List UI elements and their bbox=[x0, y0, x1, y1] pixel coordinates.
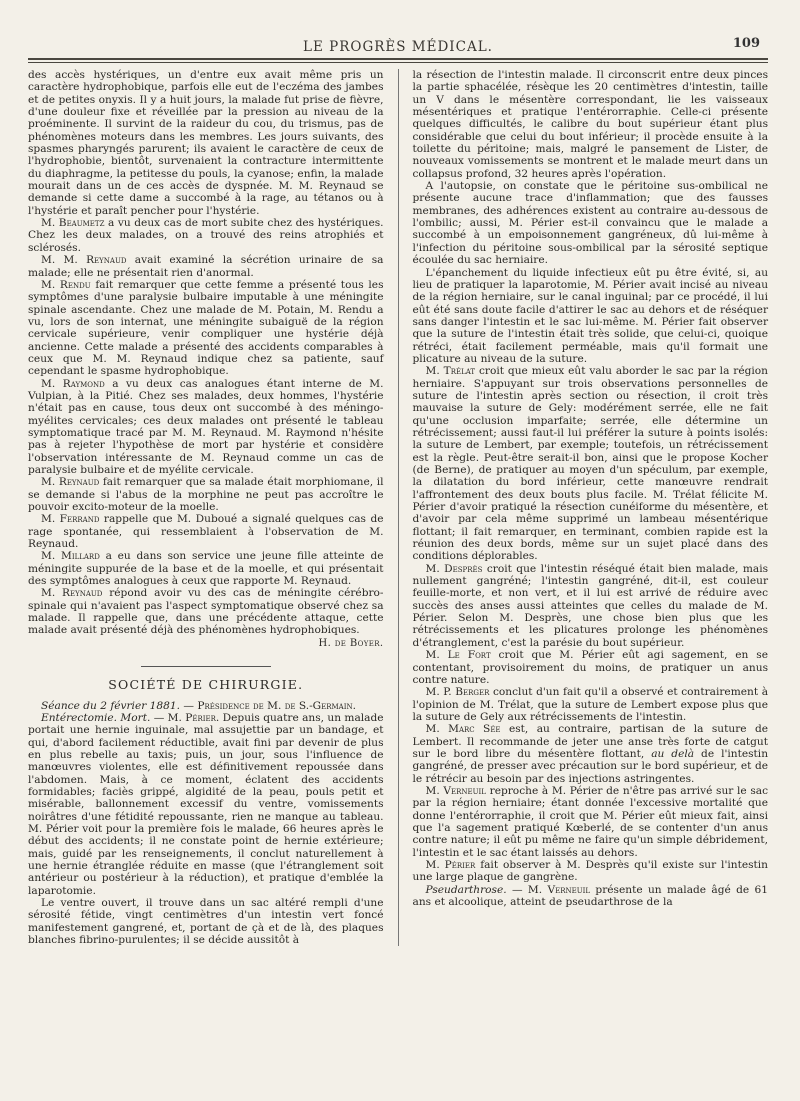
paragraph: M. Marc Sée est, au contraire, partisan de la suture de Lembert. Il recommande de jeter une anse très forte de catgut sur le bord libre du mésentère flottant, au delà de l'intestin gangréné, de presser avec précaution sur le bord supérieur, et de le rétrécir au besoin par des injections astringentes. bbox=[412, 723, 769, 785]
paragraph: M. Rendu fait remarquer que cette femme a présenté tous les symptômes d'une paralysie bulbaire imputable à une méningite spinale ascendante. Chez une malade de M. Potain, M. Rendu a vu, lors de son internat, une méningite subaiguë de la région cervicale supérieure, venir compliquer une hystérie déjà ancienne. Cette malade a présenté des accidents comparables à ceux que M. M. Reynaud indique chez sa patiente, sauf cependant le spasme hydrophobique. bbox=[28, 278, 384, 378]
paragraph: M. Verneuil reproche à M. Périer de n'être pas arrivé sur le sac par la région herniaire; étant donnée l'excessive mortalité que donne l'entérorraphie, il croit que M. Périer eût mieux fait, ainsi que l'a sagement pratiqué Kœberlé, de se contenter d'un anus contre nature; il eût pu même ne faire qu'un simple débridement, l'intestin et le sac étant laissés au dehors. bbox=[412, 784, 769, 859]
speaker-name: M. Beaumetz bbox=[41, 217, 105, 230]
speaker-name: M. Trélat bbox=[425, 365, 476, 378]
paragraph: A l'autopsie, on constate que le péritoine sus-ombilical ne présente aucune trace d'inflammation; que des fausses membranes, des adhérences existent au contraire au-dessous de l'ombilic; aussi, M. Périer est-il convaincu que le malade a succombé à un empoisonnement gangréneux, dû lui-même à l'infection du péritoine sous-ombilical par la sérosité septique écoulée du sac herniaire. bbox=[412, 180, 769, 267]
paragraph: Entérectomie. Mort. — M. Périer. Depuis quatre ans, un malade portait une hernie inguinale, mal assujettie par un bandage, et qui, d'abord facilement réductible, avait fini par devenir de plus en plus rebelle au taxis; puis, un jour, sous l'influence de manœuvres violentes, elle est définitivement repoussée dans l'abdomen. Mais, à ce moment, éclatent des accidents formidables; faciès grippé, algidité de la peau, pouls petit et misérable, ballonnement excessif du ventre, vomissements noirâtres d'une fétidité repoussante, rien ne manque au tableau. M. Périer voit pour la première fois le malade, 66 heures après le début des accidents; il ne constate point de hernie extérieure; mais, guidé par les renseignements, il conclut naturellement à une hernie étranglée réduite en masse (que l'étranglement soit antérieur ou postérieur à la réduction), et pratique d'emblée la laparotomie. bbox=[28, 711, 384, 897]
speaker-name: M. Reynaud bbox=[41, 476, 100, 489]
paragraph: des accès hystériques, un d'entre eux avait même pris un caractère hydrophobique, parfois elle eut de l'eczéma des jambes et de petites onyxis. Il y a huit jours, la malade fut prise de fièvre, d'une douleur fixe et réveillée par la pression au niveau de la proéminente. Il survint de la raideur du cou, du trismus, pas de phénomènes moteurs dans les membres. Les jours suivants, des spasmes pharyngés parurent; ils avaient le caractère de ceux de l'hydrophobie, bientôt, survenaient la contracture intermittente du diaphragme, la petitesse du pouls, la cyanose; enfin, la malade mourait dans un de ces accès de dyspnée. M. M. Reynaud se demande si cette dame a succombé à la rage, au tétanos ou à l'hystérie et paraît pencher pour l'hystérie. bbox=[28, 69, 384, 217]
paragraph: M. Reynaud répond avoir vu des cas de méningite cérébro-spinale qui n'avaient pas l'aspect symptomatique observé chez sa malade. Il rappelle que, dans une précédente attaque, cette malade avait présenté déjà des phénomènes hydrophobiques. bbox=[28, 587, 384, 637]
session-presidency: — Présidence de M. de S.-Germain. bbox=[179, 699, 356, 712]
paragraph: M. Beaumetz a vu deux cas de mort subite chez des hystériques. Chez les deux malades, on a trouvé des reins atrophiés et sclérosés. bbox=[28, 217, 384, 254]
speaker-name: M. Le Fort bbox=[425, 649, 491, 662]
session-line bbox=[28, 700, 384, 712]
author-signature: H. de Boyer. bbox=[318, 637, 384, 649]
speaker-name: M. M. Reynaud bbox=[41, 254, 127, 267]
paragraph: M. Desprès croit que l'intestin réséqué était bien malade, mais nullement gangréné; l'intestin gangréné, dit-il, est couleur feuille-morte, et non vert, et il lui est arrivé de réduire avec succès des anses aussi atteintes que celles du malade de M. Périer. Selon M. Desprès, une chose bien plus que les rétrécissements et les plicatures prolonge les phénomènes d'étranglement, c'est la parésie du bout supérieur. bbox=[412, 562, 769, 649]
right-column bbox=[413, 69, 769, 946]
column-rule bbox=[398, 69, 399, 946]
paragraph: M. Millard a eu dans son service une jeune fille atteinte de méningite suppurée de la base et de la moelle, et qui présentait des symptômes analogues à ceux que rapporte M. Reynaud. bbox=[28, 550, 384, 588]
case-title: Pseudarthrose. bbox=[425, 883, 507, 896]
journal-title: LE PROGRÈS MÉDICAL. bbox=[303, 39, 493, 55]
speaker-name: M. Desprès bbox=[425, 562, 483, 575]
speaker-name: M. Marc Sée bbox=[425, 723, 501, 736]
paragraph: M. Ferrand rappelle que M. Duboué a signalé quelques cas de rage spontanée, qui ressemblaient à l'observation de M. Reynaud. bbox=[28, 513, 384, 551]
left-column bbox=[28, 69, 384, 946]
page-number: 109 bbox=[732, 36, 760, 51]
paragraph: M. Le Fort croit que M. Périer eût agi sagement, en se contentant, provisoirement du moins, de pratiquer un anus contre nature. bbox=[412, 649, 769, 686]
section-title: SOCIÉTÉ DE CHIRURGIE. bbox=[108, 677, 304, 693]
paragraph: M. Trélat croit que mieux eût valu aborder le sac par la région herniaire. S'appuyant sur trois observations personnelles de suture de l'intestin après section ou résection, il croit très mauvaise la suture de Gely: modérément serrée, elle ne fait qu'une occlusion imparfaite; serrée, elle détermine un rétrécissement; aussi faut-il lui préférer la suture à points isolés: la suture de Lembert, par exemple; toutefois, un rétrécissement est la règle. Peut-être serait-il bon, ainsi que le propose Kocher (de Berne), de pratiquer au moyen d'un spéculum, par exemple, la dilatation du bord inférieur, cette manœuvre rendrait l'affrontement des deux bouts plus facile. M. Trélat félicite M. Périer d'avoir pratiqué la résection cunéiforme du mésentère, et d'avoir par cela même supprimé un lambeau mésentérique flottant; il fait remarquer, en terminant, combien rapide est la réunion des deux bords, même sur un sujet placé dans des conditions déplorables. bbox=[412, 365, 769, 563]
case-title: Entérectomie. Mort. bbox=[41, 711, 151, 724]
speaker-name: M. Rendu bbox=[41, 278, 91, 291]
paragraph: la résection de l'intestin malade. Il circonscrit entre deux pinces la partie sphacélée, résèque les 20 centimètres d'intestin, taille un V dans le mésentère correspondant, lie les vaisseaux mésentériques et pratique l'entérorraphie. Celle-ci présente quelques difficultés, le calibre du bout supérieur étant plus considérable que celui du bout inférieur; il procède ensuite à la toilette du péritoine; mais, malgré le pansement de Lister, de nouveaux vomissements se montrent et le malade meurt dans un collapsus profond, 32 heures après l'opération. bbox=[412, 69, 769, 180]
speaker-name: M. Périer bbox=[425, 859, 476, 871]
paragraph: Pseudarthrose. — M. Verneuil présente un malade âgé de 61 ans et alcoolique, atteint de pseudarthrose de la bbox=[412, 883, 768, 909]
paragraph: L'épanchement du liquide infectieux eût pu être évité, si, au lieu de pratiquer la laparotomie, M. Périer avait incisé au niveau de la région herniaire, sur le canal inguinal; par ce procédé, il lui eût été sans doute facile d'attirer le sac au dehors et de réséquer sans danger l'intestin et le sac lui-même. M. Périer fait observer que la suture de l'intestin était très solide, que celui-ci, quoique rétréci, était facilement perméable, mais qu'il formait une plicature au niveau de la suture. bbox=[412, 266, 769, 365]
section-divider bbox=[141, 666, 271, 667]
header-rule bbox=[28, 58, 768, 63]
paragraph: M. Reynaud fait remarquer que sa malade était morphiomane, il se demande si l'abus de la morphine ne peut pas accroître le pouvoir excito-moteur de la moelle. bbox=[28, 476, 384, 514]
paragraph: M. Raymond a vu deux cas analogues étant interne de M. Vulpian, à la Pitié. Chez ses malades, deux hommes, l'hystérie n'était pas en cause, tous deux ont succombé à des méningo-myélites cervicales; ces deux malades ont présenté le tableau symptomatique tracé par M. M. Reynaud. M. Raymond n'hésite pas à rejeter l'hypothèse de mort par hystérie et considère l'observation intéressante de M. Reynaud comme un cas de paralysie bulbaire et de myélite cervicale. bbox=[28, 377, 384, 476]
speaker-name: M. Raymond bbox=[41, 377, 105, 390]
speaker-name: — M. Verneuil bbox=[506, 883, 591, 896]
paragraph: M. Périer fait observer à M. Desprès qu'il existe sur l'intestin une large plaque de gangrène. bbox=[412, 859, 769, 884]
two-column-body bbox=[28, 69, 768, 946]
speaker-name: M. Millard bbox=[41, 550, 100, 563]
paragraph: M. M. Reynaud avait examiné la sécrétion urinaire de sa malade; elle ne présentait rien d'anormal. bbox=[28, 254, 384, 279]
speaker-name: — M. Périer. bbox=[150, 711, 220, 724]
paragraph: Le ventre ouvert, il trouve dans un sac altéré rempli d'une sérosité fétide, vingt centimètres d'un intestin vert foncé manifestement gangrené, et, portant de çà et de là, des plaques blanches fibrino-purulentes; il se décide aussitôt à bbox=[28, 897, 384, 947]
speaker-name: M. Reynaud bbox=[41, 587, 103, 600]
speaker-name: M. Ferrand bbox=[41, 513, 100, 526]
running-header bbox=[28, 36, 768, 58]
speaker-name: M. P. Berger bbox=[425, 686, 490, 699]
speaker-name: M. Verneuil bbox=[425, 784, 486, 797]
session-date: Séance du 2 février 1881. bbox=[41, 699, 180, 712]
paragraph: M. P. Berger conclut d'un fait qu'il a observé et contrairement à l'opinion de M. Trélat, que la suture de Lembert expose plus que la suture de Gely aux rétrécissements de l'intestin. bbox=[412, 686, 769, 723]
